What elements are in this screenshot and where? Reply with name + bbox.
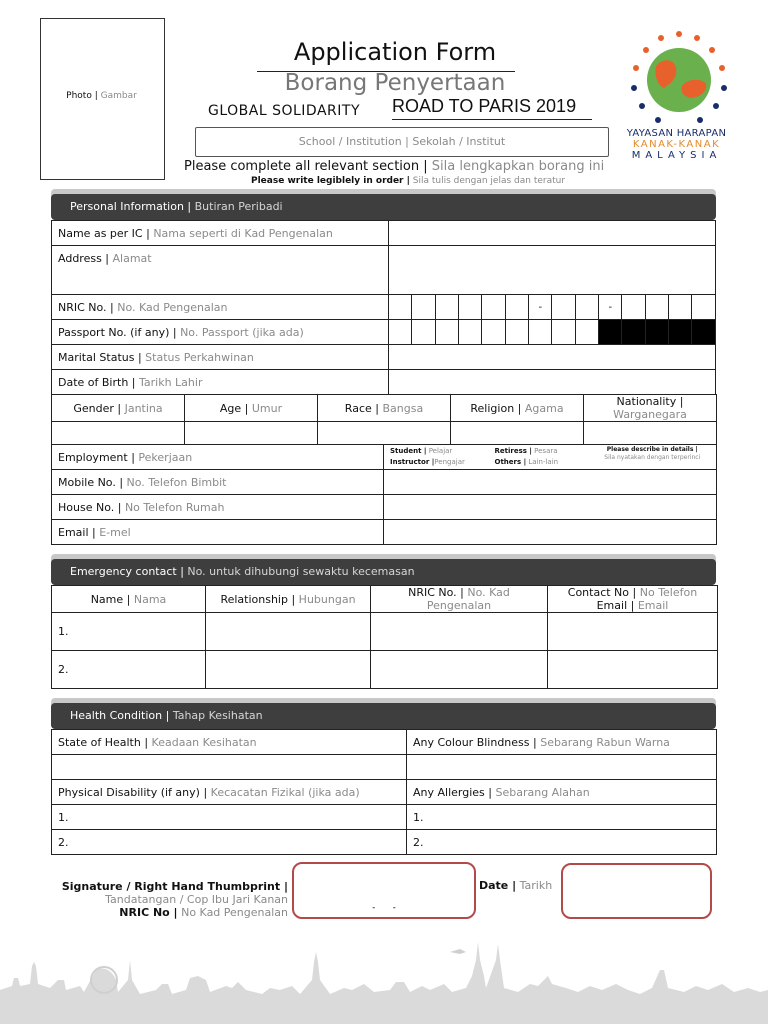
passport-box[interactable] [505,320,528,345]
signature-label: Signature / Right Hand Thumbprint | Tandatangan / Cop Ibu Jari Kanan NRIC No | No Kad Pengenalan [61,880,288,919]
nric-box[interactable] [552,295,575,320]
col-nric: NRIC No. | No. Kad Pengenalan [371,586,548,613]
photo-label: Photo | Gambar [66,91,137,101]
title-malay: Borang Penyertaan [284,70,506,96]
table-row [52,613,718,651]
logo-text-line3: MALAYSIA [631,150,722,161]
date-box[interactable] [561,863,712,919]
program-underline [392,119,592,120]
employment-options-a[interactable] [384,445,489,470]
option-student: Student | Pelajar [390,447,453,455]
nric-box[interactable] [505,295,528,320]
input-colour-blindness[interactable] [407,755,717,780]
passport-box[interactable] [459,320,482,345]
section-bar-emergency: Emergency contact | No. untuk dihubungi sewaktu kecemasan [51,559,716,585]
label-address: Address | Alamat [52,246,389,295]
health-table [51,729,717,855]
contact-table [51,444,717,545]
city-skyline-illustration [0,940,768,1024]
input-marital[interactable] [389,345,716,370]
instruction: Please complete all relevant section | Sila lengkapkan borang ini [184,159,605,174]
school-input[interactable]: School / Institution | Sekolah / Institut [195,127,609,157]
program-name: ROAD TO PARIS 2019 [392,96,577,116]
label-religion: Religion | Agama [451,395,584,422]
passport-box[interactable] [389,320,412,345]
label-age: Age | Umur [185,395,318,422]
nric-box[interactable] [669,295,692,320]
passport-box-blocked [645,320,668,345]
input-house[interactable] [384,495,717,520]
passport-box[interactable] [412,320,435,345]
section-bar-personal: Personal Information | Butiran Peribadi [51,194,716,220]
nric-box[interactable] [459,295,482,320]
option-instructor: Instructor |Pengajar [390,458,465,466]
passport-box-blocked [669,320,692,345]
table-row [52,651,718,689]
row-number: 1. [52,613,206,651]
employment-describe[interactable]: Please describe in details | Sila nyatakan dengan terperinci [589,445,717,470]
input-name[interactable] [389,221,716,246]
row-nric [52,295,716,320]
nric-separator: - [529,295,552,320]
passport-box[interactable] [435,320,458,345]
label-state-health: State of Health | Keadaan Kesihatan [52,730,407,755]
nric-box[interactable] [645,295,668,320]
input-nric[interactable] [371,651,548,689]
input-contact[interactable] [548,613,718,651]
input-race[interactable] [318,422,451,445]
input-address[interactable] [389,246,716,295]
option-retiress: Retiress | Pesara [494,447,558,455]
demographics-table [51,394,717,445]
row-marital [52,345,716,370]
label-nric: NRIC No. | No. Kad Pengenalan [52,295,389,320]
col-contact: Contact No | No Telefon Email | Email [548,586,718,613]
input-disability-1[interactable]: 1. [52,805,407,830]
row-passport [52,320,716,345]
label-nationality: Nationality | Warganegara [584,395,717,422]
label-marital: Marital Status | Status Perkahwinan [52,345,389,370]
logo-text-line1: YAYASAN HARAPAN [626,128,727,139]
passport-box[interactable] [552,320,575,345]
input-mobile[interactable] [384,470,717,495]
nric-box[interactable] [622,295,645,320]
label-mobile: Mobile No. | No. Telefon Bimbit [52,470,384,495]
label-house: House No. | No Telefon Rumah [52,495,384,520]
nric-box[interactable] [389,295,412,320]
table-row [52,805,717,830]
label-allergies: Any Allergies | Sebarang Alahan [407,780,717,805]
passport-box[interactable] [529,320,552,345]
row-dob [52,370,716,395]
input-contact[interactable] [548,651,718,689]
label-name: Name as per IC | Nama seperti di Kad Pengenalan [52,221,389,246]
nric-box[interactable] [482,295,505,320]
signature-nric-dashes: - - [372,903,396,913]
option-others: Others | Lain-lain [494,458,559,466]
col-relationship: Relationship | Hubungan [206,586,371,613]
label-passport: Passport No. (if any) | No. Passport (jika ada) [52,320,389,345]
airplane-icon [450,949,466,954]
input-nationality[interactable] [584,422,717,445]
nric-box[interactable] [412,295,435,320]
employment-options-b[interactable] [489,445,589,470]
table-row [52,830,717,855]
date-label: Date | Tarikh [479,879,553,892]
nric-box[interactable] [575,295,598,320]
input-allergy-2[interactable]: 2. [407,830,717,855]
input-disability-2[interactable]: 2. [52,830,407,855]
label-dob: Date of Birth | Tarikh Lahir [52,370,389,395]
instruction-note: Please write legiblely in order | Sila tulis dengan jelas dan teratur [251,176,566,186]
label-gender: Gender | Jantina [52,395,185,422]
logo-text-line2: KANAK-KANAK [632,139,721,150]
passport-box[interactable] [482,320,505,345]
nric-box[interactable] [435,295,458,320]
title-english: Application Form [293,38,497,66]
label-colour-blindness: Any Colour Blindness | Sebarang Rabun Warna [407,730,717,755]
label-employment: Employment | Pekerjaan [52,445,384,470]
label-disability: Physical Disability (if any) | Kecacatan Fizikal (jika ada) [52,780,407,805]
passport-box-blocked [599,320,622,345]
col-name: Name | Nama [52,586,206,613]
globe-icon [647,48,711,112]
foundation-logo [626,28,732,128]
passport-box[interactable] [575,320,598,345]
input-nric[interactable] [371,613,548,651]
skyline-silhouette-icon [0,942,768,1024]
row-address [52,246,716,295]
row-name [52,221,716,246]
input-state-health[interactable] [52,755,407,780]
row-number: 2. [52,651,206,689]
emergency-table [51,585,718,689]
input-dob[interactable] [389,370,716,395]
input-email[interactable] [384,520,717,545]
nric-box[interactable] [692,295,716,320]
label-email: Email | E-mel [52,520,384,545]
input-allergy-1[interactable]: 1. [407,805,717,830]
passport-box-blocked [692,320,716,345]
input-gender[interactable] [52,422,185,445]
input-age[interactable] [185,422,318,445]
input-relationship[interactable] [206,613,371,651]
label-race: Race | Bangsa [318,395,451,422]
nric-separator: - [599,295,622,320]
program-prefix: GLOBAL SOLIDARITY [208,103,361,119]
passport-box-blocked [622,320,645,345]
input-relationship[interactable] [206,651,371,689]
signature-box[interactable] [292,862,476,919]
input-religion[interactable] [451,422,584,445]
personal-table [51,220,716,395]
section-bar-health: Health Condition | Tahap Kesihatan [51,703,716,729]
